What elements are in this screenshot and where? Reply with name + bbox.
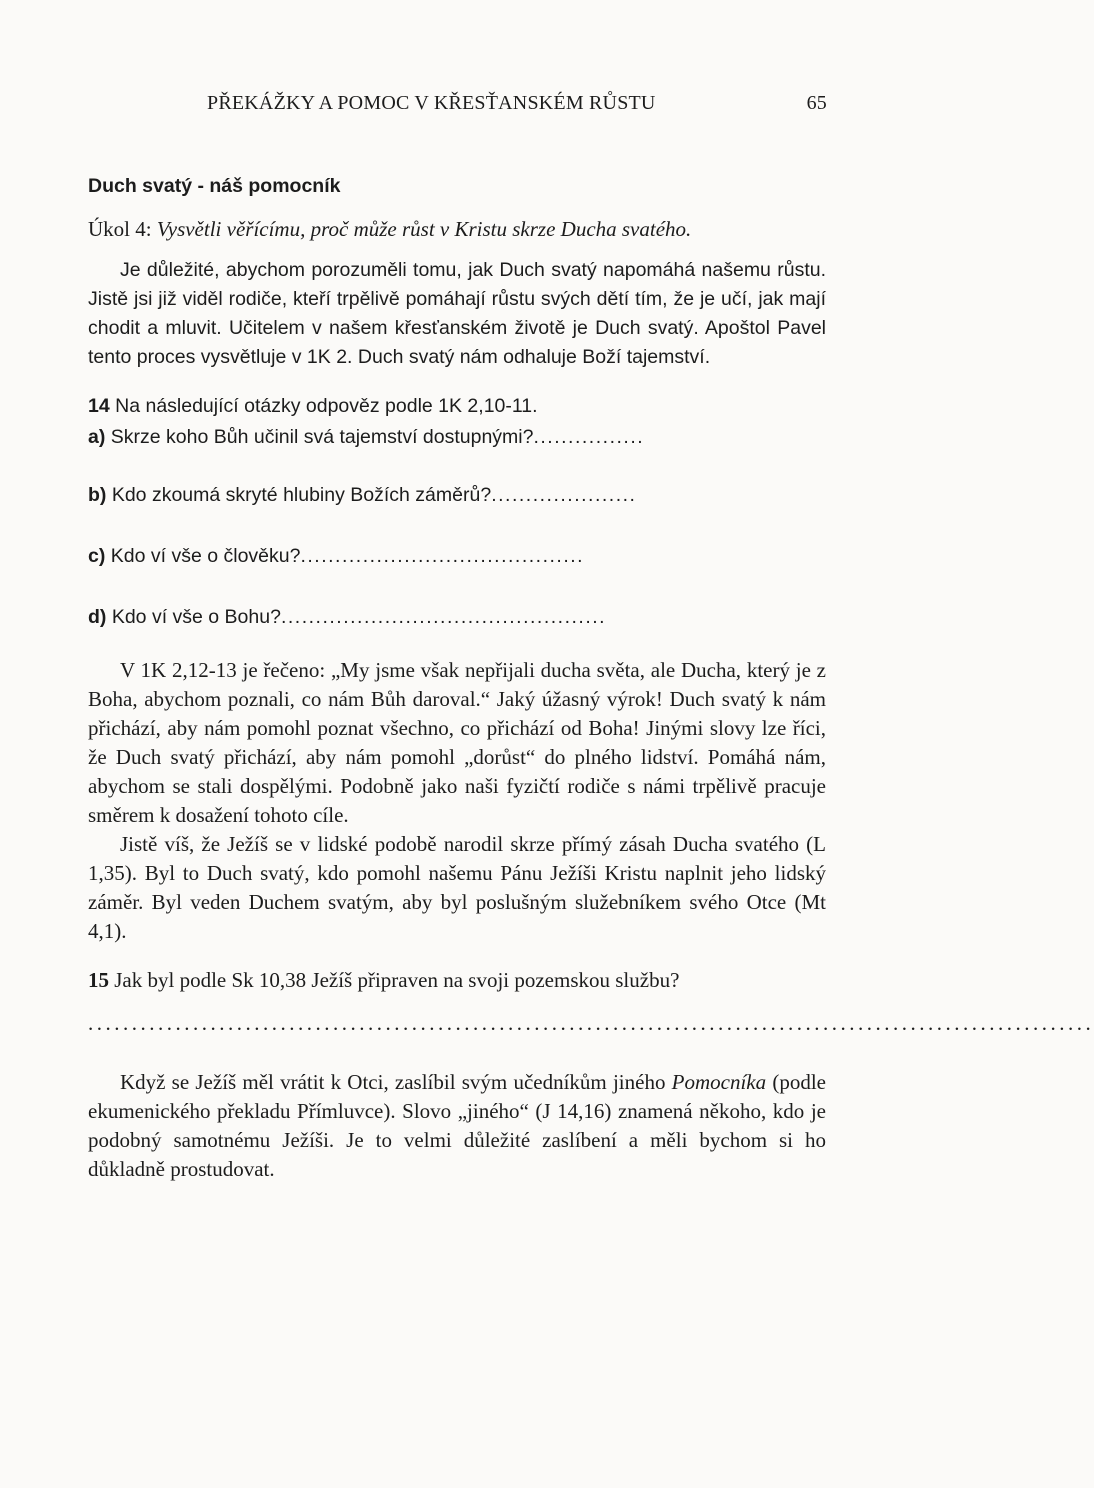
intro-paragraph: Je důležité, abychom porozuměli tomu, jak Duch svatý napomáhá našemu růstu. Jistě jsi již viděl rodiče, kteří trpělivě pomáhají růstu svých dětí tím, že je učí, jak mají chodit a mluvit. Učitelem v našem křesťanském životě je Duch svatý. Apoštol Pavel tento proces vysvětluje v 1K 2. Duch svatý nám odhaluje Boží tajemství.	[88, 259, 826, 368]
question-b: b) Kdo zkoumá skryté hlubiny Božích záměrů?.....................	[88, 484, 637, 506]
body-paragraph-2: V 1K 2,12-13 je řečeno: „My jsme však nepřijali ducha světa, ale Ducha, který je z Boha, abychom poznali, co nám Bůh daroval.“ Jaký úžasný výrok! Duch svatý k nám přichází, aby nám pomohl poznat všechno, co přichází od Boha! Jinými slovy lze říci, že Duch svatý přichází, aby nám pomohl „dorůst“ do plného lidství. Pomáhá nám, abychom se stali dospělými. Podobně jako naši fyzičtí rodiče s námi trpělivě pracuje směrem k dosažení tohoto cíle.	[88, 658, 826, 827]
question-d: d) Kdo ví vše o Bohu?...............................................	[88, 606, 607, 628]
answer-blank: .....................	[491, 484, 637, 506]
task-text: Vysvětli věřícímu, proč může růst v Kristu skrze Ducha svatého.	[156, 217, 692, 241]
chapter-title: PŘEKÁŽKY A POMOC V KŘESŤANSKÉM RŮSTU	[207, 92, 656, 114]
exercise-number: 14	[88, 395, 110, 417]
question-a: a) Skrze koho Bůh učinil svá tajemství dostupnými?................	[88, 426, 645, 448]
exercise-prompt: Na následující otázky odpověz podle 1K 2,10-11.	[115, 395, 538, 417]
answer-blank: .........................................	[300, 545, 585, 567]
exercise-14-prompt	[88, 392, 826, 421]
answer-blank: ................	[533, 426, 645, 448]
exercise-number: 15	[88, 968, 109, 992]
section-heading: Duch svatý - náš pomocník	[88, 175, 341, 197]
body-paragraph-4: Když se Ježíš měl vrátit k Otci, zaslíbil svým učedníkům jiného Pomocníka (podle ekumenického překladu Přímluvce). Slovo „jiného“ (J 14,16) znamená někoho, kdo je podobný samotnému Ježíši. Je to velmi důležité zaslíbení a měli bychom si ho důkladně prostudovat.	[88, 1070, 826, 1181]
task-line	[88, 215, 826, 244]
body-paragraph-3: Jistě víš, že Ježíš se v lidské podobě narodil skrze přímý zásah Ducha svatého (L 1,35). Byl to Duch svatý, kdo pomohl našemu Pánu Ježíši Kristu naplnit jeho lidský záměr. Byl veden Duchem svatým, aby byl poslušným služebníkem svého Otce (Mt 4,1).	[88, 832, 826, 943]
exercise-15	[88, 966, 826, 995]
answer-blank-line: ...................................................................................................................	[88, 1011, 1094, 1035]
emphasis-term: Pomocníka	[671, 1070, 767, 1094]
page-number: 65	[806, 92, 827, 114]
task-label: Úkol 4:	[88, 217, 152, 241]
page-content	[88, 172, 1094, 1184]
exercise-14	[88, 392, 826, 632]
question-c: c) Kdo ví vše o člověku?.........................................	[88, 545, 585, 567]
exercise-prompt: Jak byl podle Sk 10,38 Ježíš připraven na svoji pozemskou službu?	[114, 968, 680, 992]
answer-blank: ...............................................	[280, 606, 607, 628]
